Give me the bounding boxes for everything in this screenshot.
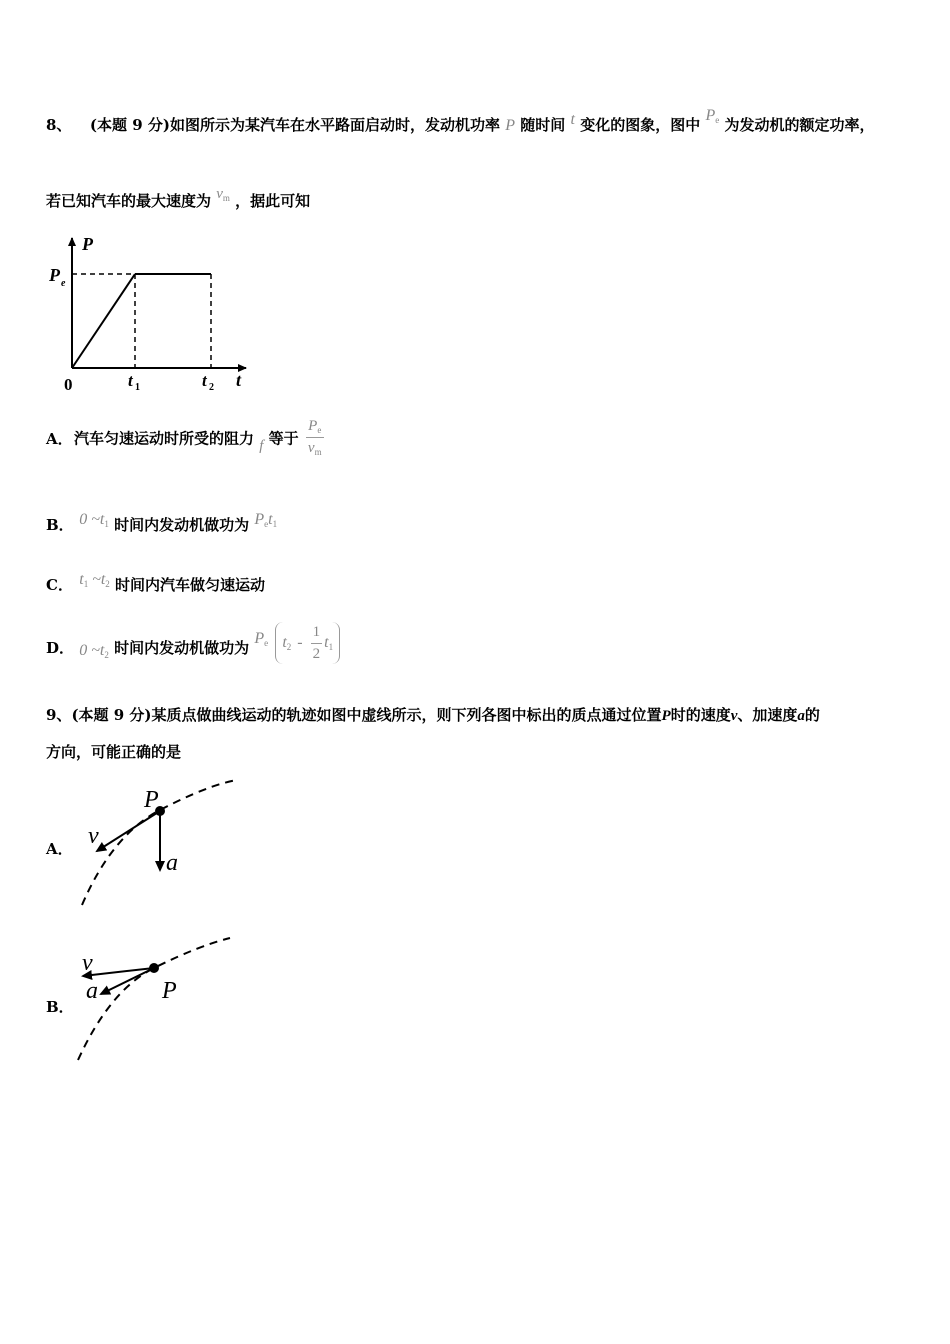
q9-number: 9、 <box>46 706 72 724</box>
q8-option-c-range: $t_1$ $\sim t_2$ <box>79 571 110 589</box>
q9-option-b-figure <box>70 932 240 1067</box>
t2-sub: 2 <box>209 382 214 393</box>
q9-a: a <box>797 708 805 724</box>
q8-var-Pe: $P_e$ <box>705 107 720 125</box>
q8-stem-part4: 为发动机的额定功率， <box>724 116 875 134</box>
q8-line2-part2: ，据此可知 <box>235 192 311 210</box>
pe-axis-label: P <box>49 265 60 285</box>
label-a: a <box>86 978 98 1004</box>
ramp-line <box>72 274 135 368</box>
q9-stem-part2: 时的速度 <box>670 706 731 724</box>
q8-option-b-letter: B． <box>46 516 74 534</box>
q8-option-c-letter: C． <box>46 576 73 594</box>
origin-label: 0 <box>64 375 73 394</box>
label-P: P <box>144 787 159 813</box>
q9-option-a-figure <box>72 775 242 910</box>
x-axis-label: t <box>236 370 242 390</box>
q8-var-t: t <box>570 111 575 128</box>
q8-option-a-text2: 等于 <box>268 429 299 448</box>
label-v: v <box>82 950 93 976</box>
q8-option-a-letter: A． <box>46 429 73 448</box>
q8-var-P: P <box>505 117 516 134</box>
label-P: P <box>162 978 177 1004</box>
pe-axis-sub: e <box>61 278 66 289</box>
q9-stem-part4: 的 <box>804 706 820 724</box>
q8-stem-part3: 变化的图象，图中 <box>580 116 701 134</box>
q8-number: 8、 <box>46 116 72 134</box>
q9-stem-part1: (本题 9 分)某质点做曲线运动的轨迹如图中虚线所示，则下列各图中标出的质点通过位置 <box>71 706 662 724</box>
q8-option-b <box>46 508 278 534</box>
q8-option-b-text: 时间内发动机做功为 <box>114 516 250 534</box>
q8-option-a-fraction: $\frac{P_e}{v_m}$ <box>307 418 322 457</box>
label-a: a <box>166 850 178 876</box>
q8-stem-part1: (本题 9 分)如图所示为某汽车在水平路面启动时，发动机功率 <box>89 116 500 134</box>
q8-option-a-f: f <box>259 437 264 454</box>
q8-option-d-paren: $t_2$ - $\frac{1}{2}$ $t_1$ <box>275 622 340 664</box>
q8-option-d-letter: D． <box>46 639 75 657</box>
q8-stem-part2: 随时间 <box>520 116 566 134</box>
t2-label: t <box>202 371 207 390</box>
q8-line2-part1: 若已知汽车的最大速度为 <box>46 192 212 210</box>
q8-option-d <box>46 622 340 664</box>
q8-option-b-range: 0 $\sim t_1$ <box>79 511 109 529</box>
q8-stem-line2 <box>46 186 311 211</box>
q9-option-b-letter: B． <box>46 998 74 1016</box>
t1-sub: 1 <box>135 382 140 393</box>
q9-P: P <box>661 708 671 724</box>
q8-power-time-graph <box>40 228 260 398</box>
trajectory-curve <box>78 938 230 1060</box>
q8-option-a-text: 汽车匀速运动时所受的阻力 <box>74 429 255 448</box>
q8-option-a <box>46 420 326 459</box>
q9-stem-part3: 、加速度 <box>737 706 798 724</box>
y-axis-label: P <box>82 234 93 254</box>
label-v: v <box>88 823 99 849</box>
velocity-arrow <box>83 968 154 976</box>
q8-option-d-range: 0 $\sim t_2$ <box>79 642 109 660</box>
q8-stem-line1 <box>46 107 875 135</box>
q9-stem-line1 <box>46 704 820 725</box>
q8-option-c <box>46 568 266 594</box>
t1-label: t <box>128 371 133 390</box>
velocity-arrow <box>97 811 160 851</box>
q8-option-b-expr: $P_et_1$ <box>254 511 278 529</box>
q8-option-d-text: 时间内发动机做功为 <box>114 639 250 657</box>
q9-stem-line2: 方向，可能正确的是 <box>46 743 182 761</box>
q9-option-a-letter: A． <box>46 840 73 858</box>
q8-var-vm: $v_m$ <box>216 186 230 203</box>
q8-option-c-text: 时间内汽车做匀速运动 <box>115 576 266 594</box>
q8-option-d-pe: $P_e$ <box>254 630 269 648</box>
q9-v: v <box>730 708 738 724</box>
